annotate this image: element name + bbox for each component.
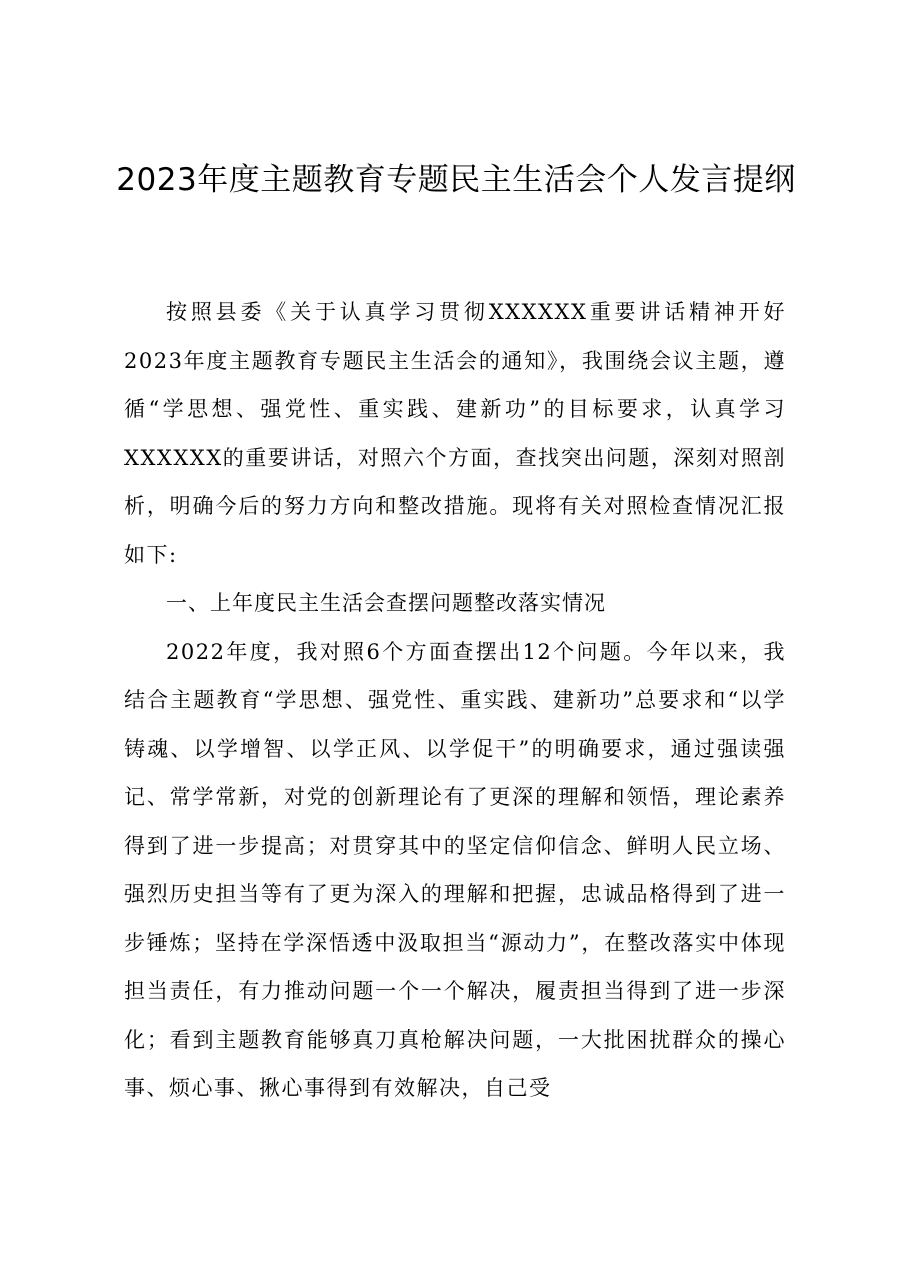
section-1-paragraph: 2022年度，我对照6个方面查摆出12个问题。今年以来，我结合主题教育“学思想、强党性、重实践、建新功”总要求和“以学铸魂、以学增智、以学正风、以学促干”的明确要求，通过强读强记、常学常新，对党的创新理论有了更深的理解和领悟，理论素养得到了进一步提高；对贯穿其中的坚定信仰信念、鲜明人民立场、强烈历史担当等有了更为深入的理解和把握，忠诚品格得到了进一步锤炼；坚持在学深悟透中汲取担当“源动力”，在整改落实中体现担当责任，有力推动问题一个一个解决，履责担当得到了进一步深化；看到主题教育能够真刀真枪解决问题，一大批困扰群众的操心事、烦心事、揪心事得到有效解决，自己受 [124, 639, 786, 1100]
document-title: 2023年度主题教育专题民主生活会个人发言提纲 [116, 162, 796, 198]
intro-paragraph: 按照县委《关于认真学习贯彻XXXXXX重要讲话精神开好2023年度主题教育专题民主生活会的通知》，我围绕会议主题，遵循“学思想、强党性、重实践、建新功”的目标要求，认真学习XXXXXX的重要讲话，对照六个方面，查找突出问题，深刻对照剖析，明确今后的努力方向和整改措施。现将有关对照检查情况汇报如下: [124, 300, 786, 567]
section-heading-1: 一、上年度民主生活会查摆问题整改落实情况 [166, 591, 606, 615]
document-body [124, 288, 786, 1113]
